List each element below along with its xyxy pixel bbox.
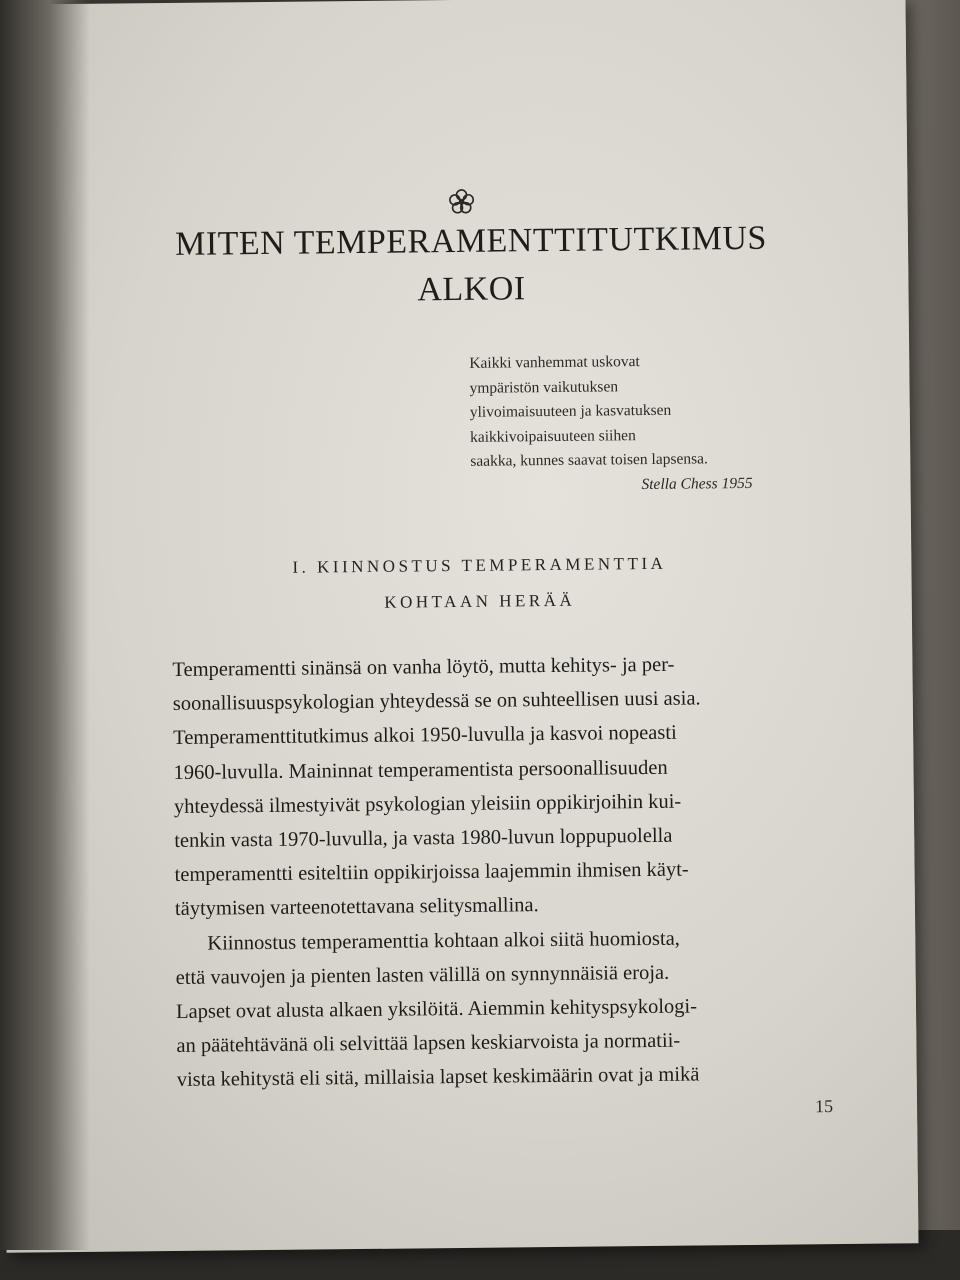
text-line: että vauvojen ja pienten lasten välillä on synnynnäisiä eroja. — [175, 961, 670, 989]
text-line: Temperamenttitutkimus alkoi 1950-luvulla ja kasvoi nopeasti — [173, 722, 677, 750]
epigraph-attribution: Stella Chess 1955 — [641, 474, 753, 493]
book-spine-shadow — [0, 0, 90, 1250]
page-number: 15 — [814, 1096, 834, 1117]
text-line: Temperamentti sinänsä on vanha löytö, mutta kehitys- ja per- — [172, 653, 675, 681]
epigraph-line: saakka, kunnes saavat toisen lapsensa. — [470, 450, 708, 470]
text-line: yhteydessä ilmestyivät psykologian yleisiin oppikirjoihin kui- — [173, 790, 682, 818]
text-line: täytymisen varteenotettavana selitysmallina. — [174, 894, 539, 921]
text-line: Kiinnostus temperamenttia kohtaan alkoi siitä huomiosta, — [207, 927, 680, 955]
flower-ornament-icon — [445, 186, 477, 218]
text-line: Lapset ovat alusta alkaen yksilöitä. Aiemmin kehityspsykologi- — [175, 995, 698, 1023]
chapter-title-line: ALKOI — [417, 270, 526, 309]
text-line: soonallisuuspsykologian yhteydessä se on suhteellisen uusi asia. — [172, 687, 701, 716]
chapter-title — [126, 214, 817, 317]
paragraph — [172, 647, 775, 927]
epigraph — [469, 349, 771, 499]
text-line: tenkin vasta 1970-luvulla, ja vasta 1980-luvun loppupuolella — [174, 824, 673, 852]
paragraph — [175, 920, 777, 1097]
text-line: temperamentti esiteltiin oppikirjoissa laajemmin ihmisen käyt- — [174, 858, 689, 887]
text-line: an päätehtävänä oli selvittää lapsen keskiarvoista ja normatii- — [176, 1029, 681, 1058]
epigraph-line: kaikkivoipaisuuteen siihen — [469, 426, 636, 446]
chapter-title-line: MITEN TEMPERAMENTTITUTKIMUS — [174, 219, 768, 263]
epigraph-line: Kaikki vanhemmat uskovat — [469, 353, 640, 372]
section-heading-line: KOHTAAN HERÄÄ — [384, 590, 576, 612]
epigraph-line: ympäristön vaikutuksen — [469, 377, 619, 397]
section-heading-line: I. KIINNOSTUS TEMPERAMENTTIA — [292, 553, 667, 577]
body-text — [172, 647, 777, 1098]
text-line: 1960-luvulla. Maininnat temperamentista persoonallisuuden — [173, 756, 668, 784]
epigraph-line: ylivoimaisuuteen ja kasvatuksen — [469, 401, 672, 421]
text-line: vista kehitystä eli sitä, millaisia lapset keskimäärin ovat ja mikä — [176, 1063, 700, 1092]
section-heading — [209, 545, 750, 623]
